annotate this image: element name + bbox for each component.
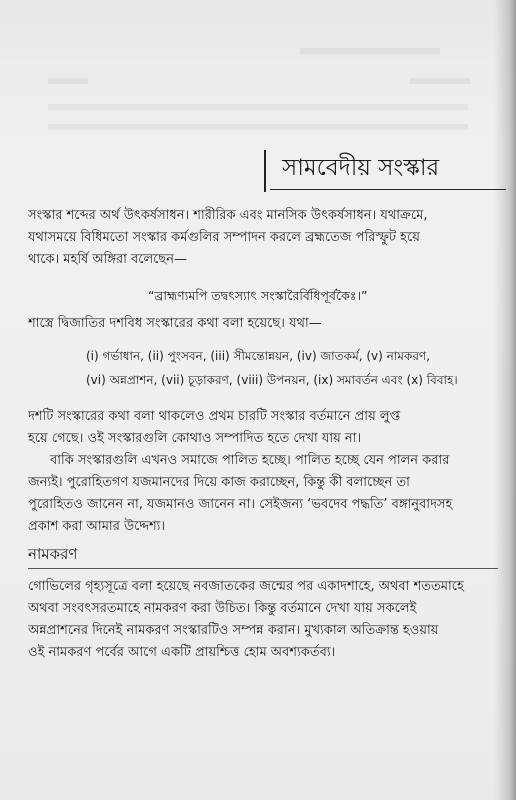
text-line: সংস্কার শব্দের অর্থ উৎকর্ষসাধন। শারীরিক এবং মানসিক উৎকর্ষসাধন। যথাক্রমে,	[28, 208, 428, 223]
list-item: (i) গর্ভাধান, (ii) পুংসবন, (iii) সীমন্তোন্নয়ন, (iv) জাতকর্ম, (v) নামকরণ,	[86, 349, 431, 363]
text-line: দশটি সংস্কারের কথা বলা থাকলেও প্রথম চারটি সংস্কার বর্তমানে প্রায় লুপ্ত	[28, 409, 401, 424]
bleed-through-mark	[300, 48, 440, 54]
sanskrit-quote: “ব্রাহ্মণ্যমপি তদ্বৎস্যাৎ সংস্কারৈর্বিধিপূর্বকৈঃ।”	[148, 288, 368, 303]
section-rule	[28, 568, 498, 569]
bleed-through-mark	[48, 124, 468, 130]
text-line: পুরোহিতও জানেন না, যজমানও জানেন না। সেইজন্য ‘ভবদেব পদ্ধতি’ বঙ্গানুবাদসহ	[28, 497, 453, 512]
text-line: যথাসময়ে বিধিমতো সংস্কার কর্মগুলির সম্পাদন করলে ব্রহ্মতেজ পরিস্ফুট হয়ে	[28, 230, 420, 245]
list-item: (vi) অন্নপ্রাশন, (vii) চূড়াকরণ, (viii) উপনয়ন, (ix) সমাবর্তন এবং (x) বিবাহ।	[86, 373, 458, 387]
text-line: গোভিলের গৃহ্যসূত্রে বলা হয়েছে নবজাতকের জন্মের পর একাদশাহে, অথবা শততমাহে	[28, 579, 464, 594]
bleed-through-mark	[410, 78, 470, 84]
text-line: অন্নপ্রাশনের দিনেই নামকরণ সংস্কারটিও সম্পন্ন করান। মুখ্যকাল অতিক্রান্ত হওয়ায়	[28, 623, 439, 638]
text-line: অথবা সংবৎসরতমাহে নামকরণ করা উচিত। কিন্তু বর্তমানে দেখা যায় সকলেই	[28, 601, 417, 616]
bleed-through-mark	[48, 78, 88, 84]
text-line: বাকি সংস্কারগুলি এখনও সমাজে পালিত হচ্ছে। পালিত হচ্ছে যেন পালন করার	[50, 453, 450, 468]
text-line: থাকে। মহর্ষি অঙ্গিরা বলেছেন—	[28, 252, 188, 267]
namakaran-paragraph	[28, 576, 498, 664]
title-rule-vertical	[264, 150, 266, 192]
sastre-paragraph	[28, 313, 498, 335]
bleed-through-mark	[48, 104, 468, 110]
section-heading: নামকরণ	[28, 545, 78, 563]
intro-paragraph	[28, 205, 498, 271]
text-line: ওই নামকরণ পর্বের আগে একটি প্রায়শ্চিত্ত হোম অবশ্যকর্তব্য।	[28, 645, 336, 660]
text-line: প্রকাশ করা আমার উদ্দেশ্য।	[28, 519, 166, 534]
body-paragraph	[28, 406, 498, 538]
text-line: জন্যই। পুরোহিতগণ যজমানদের দিয়ে কাজ করাচ্ছেন, কিন্তু কী বলাচ্ছেন তা	[28, 475, 410, 490]
page-edge-shadow	[494, 0, 516, 800]
sanskar-list	[86, 344, 500, 392]
page-title: সামবেদীয় সংস্কার	[270, 150, 506, 190]
text-line: হয়ে গেছে। ওই সংস্কারগুলি কোথাও সম্পাদিত হতে দেখা যায় না।	[28, 431, 362, 446]
text-line: শাস্ত্রে দ্বিজাতির দশবিধ সংস্কারের কথা বলা হয়েছে। যথা—	[28, 316, 322, 331]
